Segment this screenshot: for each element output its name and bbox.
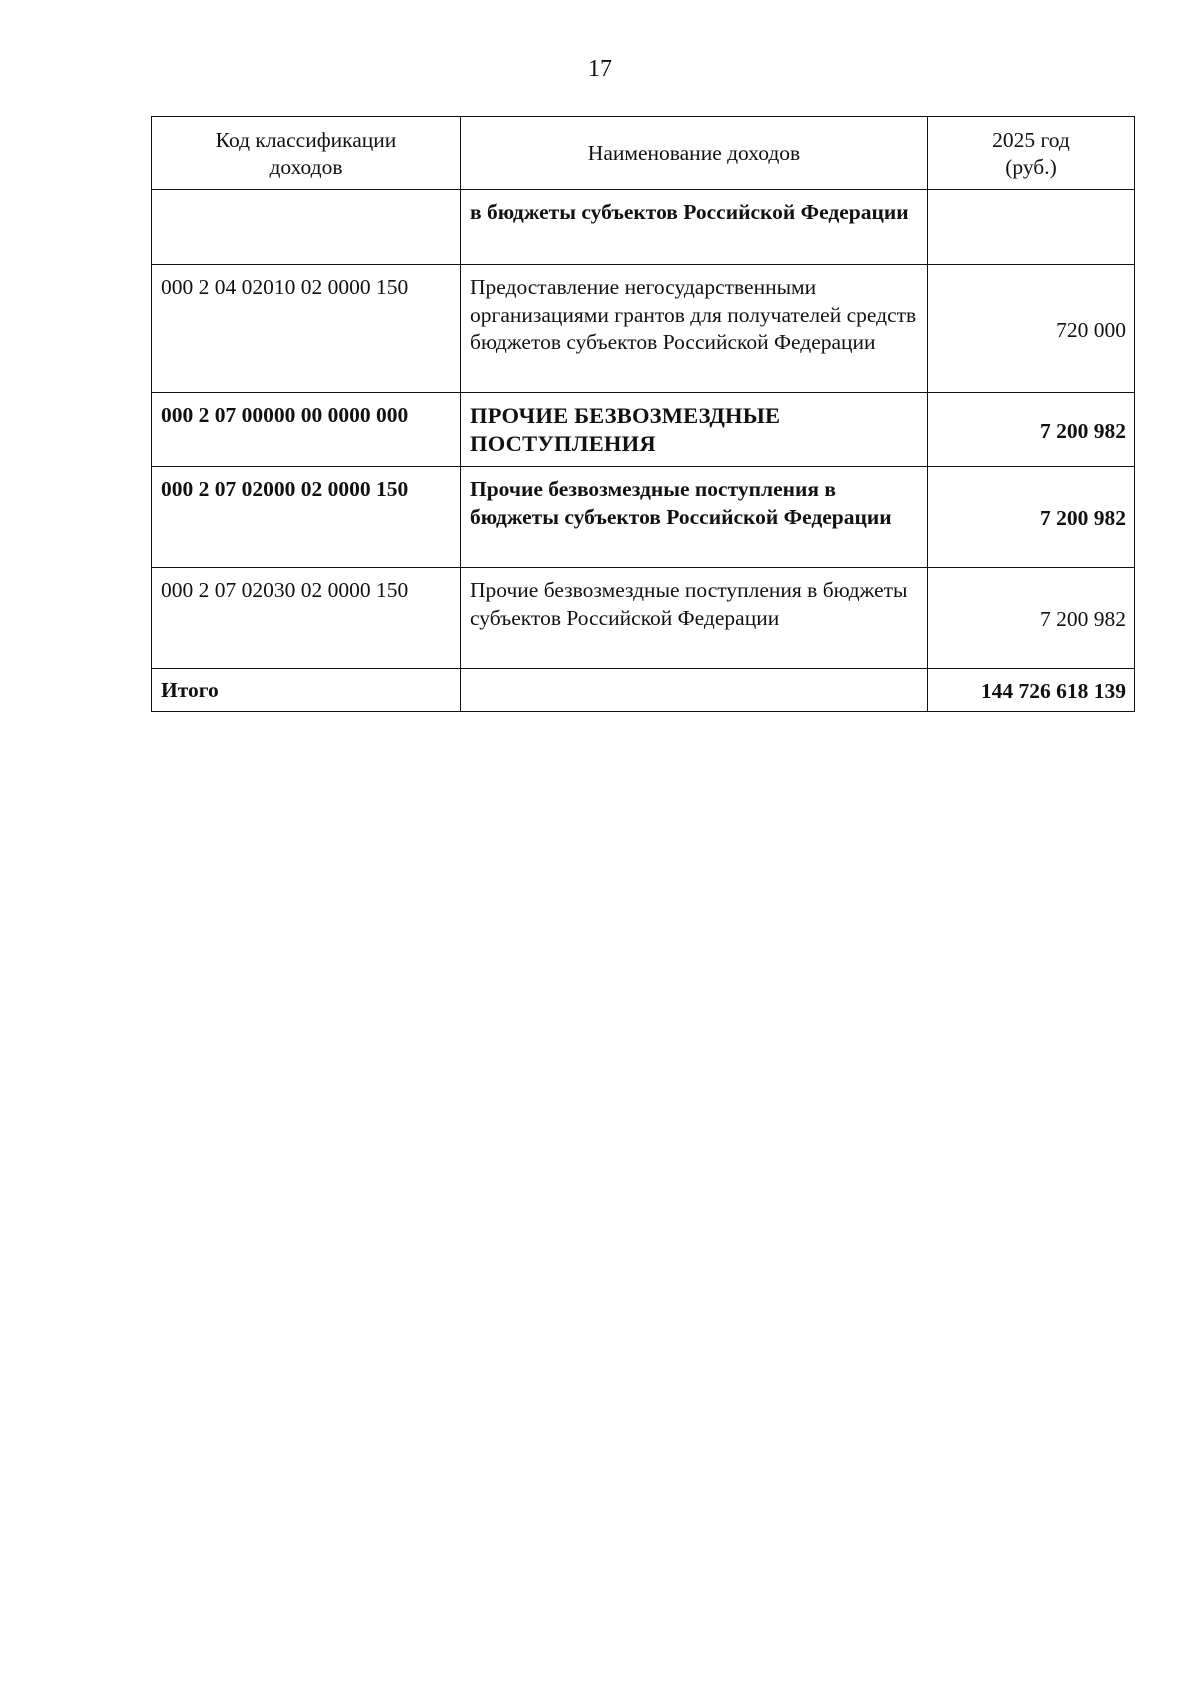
table-row xyxy=(152,467,1135,568)
header-amount xyxy=(928,117,1135,190)
amount-cell: 720 000 xyxy=(928,265,1135,393)
header-amount-label: 2025 год (руб.) xyxy=(992,127,1070,179)
code-cell: 000 2 07 02030 02 0000 150 xyxy=(152,568,461,669)
code-cell: 000 2 04 02010 02 0000 150 xyxy=(152,265,461,393)
code-cell xyxy=(152,190,461,265)
amount-cell: 7 200 982 xyxy=(928,393,1135,467)
code-cell: 000 2 07 02000 02 0000 150 xyxy=(152,467,461,568)
name-cell: Прочие безвозмездные поступления в бюджеты субъектов Российской Федерации xyxy=(461,568,928,669)
income-table xyxy=(151,116,1135,712)
amount-cell xyxy=(928,190,1135,265)
name-cell: Предоставление негосударственными организациями грантов для получателей средств бюджетов субъектов Российской Федерации xyxy=(461,265,928,393)
table-row xyxy=(152,190,1135,265)
header-code xyxy=(152,117,461,190)
table-row xyxy=(152,265,1135,393)
page-number: 17 xyxy=(588,56,612,82)
header-name: Наименование доходов xyxy=(461,117,928,190)
code-cell: 000 2 07 00000 00 0000 000 xyxy=(152,393,461,467)
name-cell: Прочие безвозмездные поступления в бюджеты субъектов Российской Федерации xyxy=(461,467,928,568)
table-row xyxy=(152,568,1135,669)
total-name-cell xyxy=(461,669,928,712)
amount-cell: 7 200 982 xyxy=(928,568,1135,669)
name-cell: ПРОЧИЕ БЕЗВОЗМЕЗДНЫЕ ПОСТУПЛЕНИЯ xyxy=(461,393,928,467)
header-code-label: Код классификации доходов xyxy=(215,127,397,179)
total-amount: 144 726 618 139 xyxy=(928,669,1135,712)
table-row xyxy=(152,393,1135,467)
name-cell: в бюджеты субъектов Российской Федерации xyxy=(461,190,928,265)
table-header-row xyxy=(152,117,1135,190)
amount-cell: 7 200 982 xyxy=(928,467,1135,568)
table-total-row xyxy=(152,669,1135,712)
total-label: Итого xyxy=(152,669,461,712)
